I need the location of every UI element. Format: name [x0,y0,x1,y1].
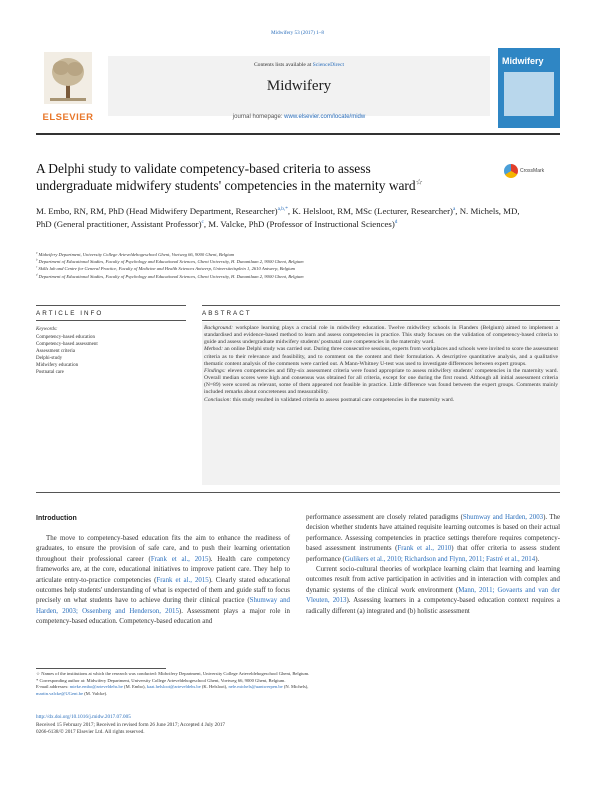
footnote-line [36,671,560,678]
journal-title: Midwifery [266,78,332,94]
footnote-text: (M. Embo), [122,684,147,690]
citation-link[interactable]: Frank et al., 2010 [397,545,452,553]
author-separator: , [455,206,460,216]
running-head[interactable]: Midwifery 53 (2017) 1–8 [271,30,324,36]
footnote-text: ☆ Names of the institutions at which the research was conducted: Midwifery Department, University College Arteveldehogeschool Ghent, Belgium. [36,671,310,676]
affiliation [36,259,536,265]
affiliation-marker: a [36,251,38,255]
homepage-line [108,114,490,120]
body-column-left [36,534,290,628]
footnote-text: (K. Helsloot), [200,684,229,690]
keyword-item: Competency-based assessment [36,341,98,347]
abstract-text [204,325,558,404]
footnote-rule [36,668,166,669]
body-text: ). Assessing learners in a competency-based education context requires a radically different (a) integrated and (b) holistic assessment [306,597,560,615]
email-link[interactable]: kaat.helsloot@arteveldehs.be [146,684,201,690]
doi-link[interactable]: http://dx.doi.org/10.1016/j.midw.2017.07.005 [36,714,131,720]
affiliation-marker: c [36,265,38,269]
citation-link[interactable]: Frank et al., 2015 [156,576,209,584]
email-link[interactable]: mieke.embo@arteveldehs.be [69,684,123,690]
author-affiliation-marker[interactable]: d [394,218,398,225]
cover-photo [504,72,554,116]
abstract-heading: ABSTRACT [202,310,252,317]
body-paragraph [36,534,290,628]
body-text: The move to competency-based education fits the aim to enhance the readiness of graduates, to ensure the provision of safe care, and to push their learning orientation throughout their professional career ( [36,535,290,563]
body-text: ). Health care competency frameworks are, at the core, educational initiatives to improve patient care. They help to articulate entry-to-practice competencies ( [36,555,291,584]
homepage-prefix: journal homepage: [232,114,283,120]
affiliation [36,274,536,280]
keyword-item: Competency-based education [36,335,96,340]
author-separator: , [203,218,209,229]
author-list [36,205,536,230]
body-text: ). The decision whether students have attained requisite learning outcomes is based on their actual performance. Assessing competencies in practice settings therefore requires competency-based assessment instruments ( [306,514,560,553]
abstract-section-text: eleven competencies and fifty-six assessment criteria were found appropriate to assess midwifery students' competencies in the maternity ward. Overall median scores were high and consensus was obtained for all criteria, except for one during the first round. Although all initial assessment criteria (N=89) were scored as relevant, some of them appeared not feasible in practice. Little difference was found between the expert groups. Comments mainly included remarks about concreteness and measurability. [204,367,558,396]
body-text: ) that offer criteria to assess student performance ( [306,545,561,563]
author-name: K. Helsloot, RM, [292,206,354,216]
author-affiliation-marker[interactable]: a [452,206,456,213]
contents-line [108,62,490,68]
footnote-line [36,684,560,691]
footnote-text: E-mail addresses: [36,684,70,690]
citation-link[interactable]: Shumway and Harden, 2003 [462,514,544,521]
author-name: N. Michels, MD, PhD (General practitioner, Assistant Professor) [36,206,520,229]
body-text: Current socio-cultural theories of workplace learning claim that learning and learning outcomes result from active participation in activities and in interaction with complex and dynamic systems of the clinical work environment ( [306,566,560,594]
keyword-item: Assessment criteria [36,348,76,354]
homepage-link[interactable]: www.elsevier.com/locate/midw [284,114,366,120]
elsevier-logo[interactable] [36,48,100,124]
article-info-heading: ARTICLE INFO [36,310,104,317]
keyword-item: Delphi-study [36,355,63,361]
footnote-text: (N. Michels), [282,684,309,690]
article-title [36,160,486,194]
elsevier-wordmark: ELSEVIER [42,112,94,123]
author-name: MSc (Lecturer, Researcher) [355,206,453,216]
abstract-paragraph [204,368,558,397]
abstract-section-text: an online Delphi study was carried out. During three consecutive sessions, experts from workplaces and schools were invited to score the assessment criteria as to their relevance and feasibility, and to comment on the content and their formulation. A descriptive quantitative analysis, and a qualitative thematic content analysis of the comments were carried out. A Mann-Whitney U-test was used to investigate differences between expert groups. [204,346,558,367]
article-history [36,714,560,737]
abstract-paragraph [204,325,558,346]
citation-link[interactable]: Shumway and Harden, 2003; Ossenberg and Henderson, 2015 [36,597,290,615]
footnotes [36,671,560,698]
front-matter-rule [36,492,560,493]
sciencedirect-link[interactable]: ScienceDirect [312,62,345,68]
abstract-section-label: Conclusion: [204,396,232,403]
keyword-item: Postnatal care [36,369,64,375]
title-line-2: undergraduate midwifery students' competencies in the maternity ward [36,178,416,193]
contents-prefix: Contents lists available at [253,62,312,68]
introduction-heading: Introduction [36,515,77,522]
footnote-text: * Corresponding author at: Midwifery Department, University College Arteveldehogeschool Ghent, Voetweg 66, 9000 Ghent, Belgium. [36,677,286,683]
abstract-section-label: Background: [204,325,233,331]
article-info-rule-bottom [36,320,186,321]
received-dates: Received 15 February 2017; Received in revised form 26 June 2017; Accepted 4 July 2017 [36,721,226,728]
body-paragraph [306,513,560,565]
abstract-section-text: this study resulted in validated criteria to assess postnatal care competencies in the maternity ward. [231,396,455,403]
affiliation-marker: d [36,273,38,277]
abstract-paragraph [204,346,558,367]
elsevier-tree-icon [44,52,92,104]
keyword-item: Midwifery education [36,362,79,368]
copyright-line: 0266-6138/© 2017 Elsevier Ltd. All rights reserved. [36,729,145,736]
author-affiliation-marker[interactable]: a,b,* [277,206,288,213]
keywords-label: Keywords: [36,327,58,332]
abstract-section-label: Findings: [204,367,226,374]
header-rule [36,133,560,135]
masthead-panel [108,56,490,116]
affiliation [36,252,536,258]
affiliation-text: Midwifery Department, University College Arteveldehogeschool Ghent, Voetweg 66, 9000 Ghent, Belgium [38,252,235,257]
footnote-text: (M. Valcke). [83,691,108,697]
body-text: ). [535,555,540,563]
abstract-rule [202,305,560,306]
abstract-rule-bottom [202,320,560,321]
body-text: performance assessment are closely related paradigms ( [306,514,463,521]
journal-cover-image[interactable] [498,48,560,128]
body-text: ). Clearly stated educational outcomes help students' understanding of what is expected of them and guide staff to focus precisely on what students have to achieve during their clinical practice ( [36,576,290,605]
crossmark-icon [504,164,518,178]
crossmark-badge[interactable] [502,162,545,186]
cover-title: Midwifery [502,56,544,66]
author-name: M. Embo, RN, RM, PhD (Head Midwifery Department, Researcher) [36,206,278,216]
abstract-section-text: workplace learning plays a crucial role in midwifery education. Twelve midwifery schools in Flanders (Belgium) aimed to implement a standardised and evidence-based method to learn and assess competencies in practice. This study focuses on the validation of competency-based criteria to guide and assess undergraduate midwifery students' postnatal care competencies in the maternity ward. [204,325,558,346]
title-line-1: A Delphi study to validate competency-based criteria to assess [36,161,371,176]
affiliation [36,266,536,272]
affiliation-text: Department of Educational Studies, Faculty of Psychology and Educational Sciences, Ghent University, H. Dunantlaan 2, 9000 Ghent, Belgium [38,274,304,279]
title-footnote-marker[interactable]: ☆ [415,177,423,187]
affiliation-text: Skills lab and Centre for General Practice, Faculty of Medicine and Health Sciences Antwerp, Universiteitsplein 1, 2610 Antwerp, Belgium [38,266,295,271]
journal-masthead [36,48,560,130]
body-column-right [306,513,560,617]
citation-link[interactable]: Mann, 2011; Govaerts and van der Vleuten, 2013 [306,586,560,605]
citation-link[interactable]: Gulikers et al., 2010; Richardson and Flynn, 2011; Fastré et al., 2014 [344,555,536,563]
author-name: M. Valcke, PhD (Professor of Instructional Sciences) [208,218,395,229]
email-link[interactable]: martin.valcke@UGent.be [36,691,84,697]
abstract-section-label: Method: [204,346,223,353]
article-info-rule [36,305,186,306]
email-link[interactable]: nele.michels@uantwerpen.be [228,684,283,690]
body-text: ). Assessment plays a major role in competency-based education. Competency-based education and [36,607,290,626]
footnote-line [36,678,560,685]
crossmark-label: CrossMark [520,168,545,174]
body-paragraph [306,565,560,617]
citation-link[interactable]: Frank et al., 2015 [150,555,209,563]
footnote-line [36,691,560,698]
affiliation-text: Department of Educational Studies, Faculty of Psychology and Educational Sciences, Ghent University, H. Dunantlaan 2, 9000 Ghent, Belgium [38,259,304,264]
author-separator: , [287,206,293,216]
abstract-paragraph [204,397,558,404]
author-affiliation-marker[interactable]: c [201,218,204,225]
keywords-list [36,335,186,376]
affiliation-marker: b [36,258,38,262]
